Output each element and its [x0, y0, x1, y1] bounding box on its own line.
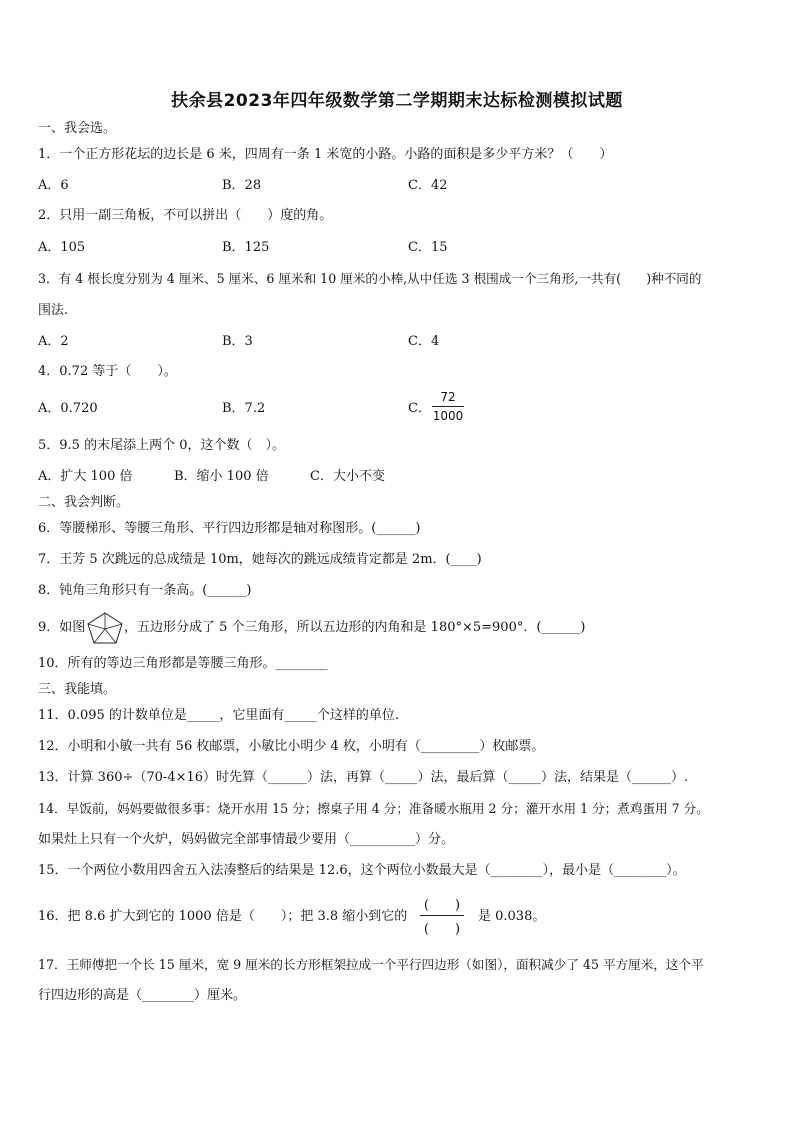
option-a: A．0.720 [38, 401, 98, 416]
option-b: B．缩小 100 倍 [174, 469, 269, 484]
fraction-bar [420, 915, 464, 916]
question-8: 8．钝角三角形只有一条高。(______) [38, 583, 252, 598]
question-9: ，五边形分成了 5 个三角形，所以五边形的内角和是 180°×5=900°．(______) [124, 620, 586, 635]
option-a: A．扩大 100 倍 [38, 469, 133, 484]
question-17-continued: 行四边形的高是（________）厘米。 [38, 988, 247, 1003]
option-a: A．105 [38, 240, 86, 255]
question-14: 14．早饭前，妈妈要做很多事：烧开水用 15 分；擦桌子用 4 分；准备暖水瓶用 2 分；灌开水用 1 分；煮鸡蛋用 7 分。 [38, 801, 709, 816]
question-10: 10．所有的等边三角形都是等腰三角形。________ [38, 656, 328, 671]
option-c: C．42 [408, 178, 448, 193]
question-17: 17．王师傅把一个长 15 厘米，宽 9 厘米的长方形框架拉成一个平行四边形（如图），面积减少了 45 平方厘米，这个平 [38, 957, 704, 972]
fraction-denominator: 1000 [432, 409, 464, 423]
option-a: A．6 [38, 178, 69, 193]
question-5: 5．9.5 的末尾添上两个 0，这个数（ ）。 [38, 438, 285, 453]
blank-fraction [420, 894, 464, 937]
question-15: 15．一个两位小数用四舍五入法凑整后的结果是 12.6，这个两位小数最大是（________），最小是（________）。 [38, 863, 686, 878]
fraction-bar [432, 406, 464, 407]
blank-fraction-denominator: ( ) [423, 922, 461, 937]
blank-fraction-numerator: ( ) [423, 898, 461, 913]
question-13: 13．计算 360÷（70-4×16）时先算（______）法，再算（_____）法，最后算（_____）法，结果是（______）. [38, 770, 689, 785]
question-9-lead: 9．如图 [38, 620, 86, 635]
option-b: B．3 [222, 334, 253, 349]
question-6: 6．等腰梯形、等腰三角形、平行四边形都是轴对称图形。(______) [38, 521, 421, 536]
fraction-numerator: 72 [440, 390, 456, 404]
page-title: 扶余县2023年四年级数学第二学期期末达标检测模拟试题 [171, 91, 623, 111]
option-b: B．125 [222, 240, 270, 255]
option-c: C．15 [408, 240, 448, 255]
option-c: C．大小不变 [310, 469, 385, 484]
question-16-end: 是 0.038。 [478, 909, 546, 924]
option-b: B．28 [222, 178, 262, 193]
option-c: C．4 [408, 334, 440, 349]
question-3-continued: 围法. [38, 303, 69, 318]
question-3: 3．有 4 根长度分别为 4 厘米、5 厘米、6 厘米和 10 厘米的小棒,从中任选 3 根围成一个三角形,一共有( )种不同的 [38, 271, 702, 286]
option-a: A．2 [38, 334, 69, 349]
section-heading-choice: 一、我会选。 [38, 121, 117, 136]
section-heading-judge: 二、我会判断。 [38, 495, 130, 510]
pentagon-figure [86, 611, 124, 645]
question-7: 7．王芳 5 次跳远的总成绩是 10m，她每次的跳远成绩肯定都是 2m．(____) [38, 552, 482, 567]
question-12: 12．小明和小敏一共有 56 枚邮票，小敏比小明少 4 枚，小明有（_________）枚邮票。 [38, 739, 545, 754]
question-16: 16．把 8.6 扩大到它的 1000 倍是（ ）；把 3.8 缩小到它的 [38, 909, 408, 924]
question-11: 11．0.095 的计数单位是_____，它里面有_____个这样的单位. [38, 708, 400, 723]
question-1: 1．一个正方形花坛的边长是 6 米，四周有一条 1 米宽的小路。小路的面积是多少平方米？（ ） [38, 147, 613, 162]
question-14-continued: 如果灶上只有一个火炉，妈妈做完全部事情最少要用（__________）分。 [38, 832, 455, 847]
question-4: 4．0.72 等于（ ）。 [38, 364, 177, 379]
option-c: C． [408, 401, 431, 416]
option-b: B．7.2 [222, 401, 266, 416]
fraction-72-over-1000 [432, 390, 464, 423]
question-2: 2．只用一副三角板，不可以拼出（ ）度的角。 [38, 208, 333, 223]
section-heading-fill: 三、我能填。 [38, 682, 117, 697]
